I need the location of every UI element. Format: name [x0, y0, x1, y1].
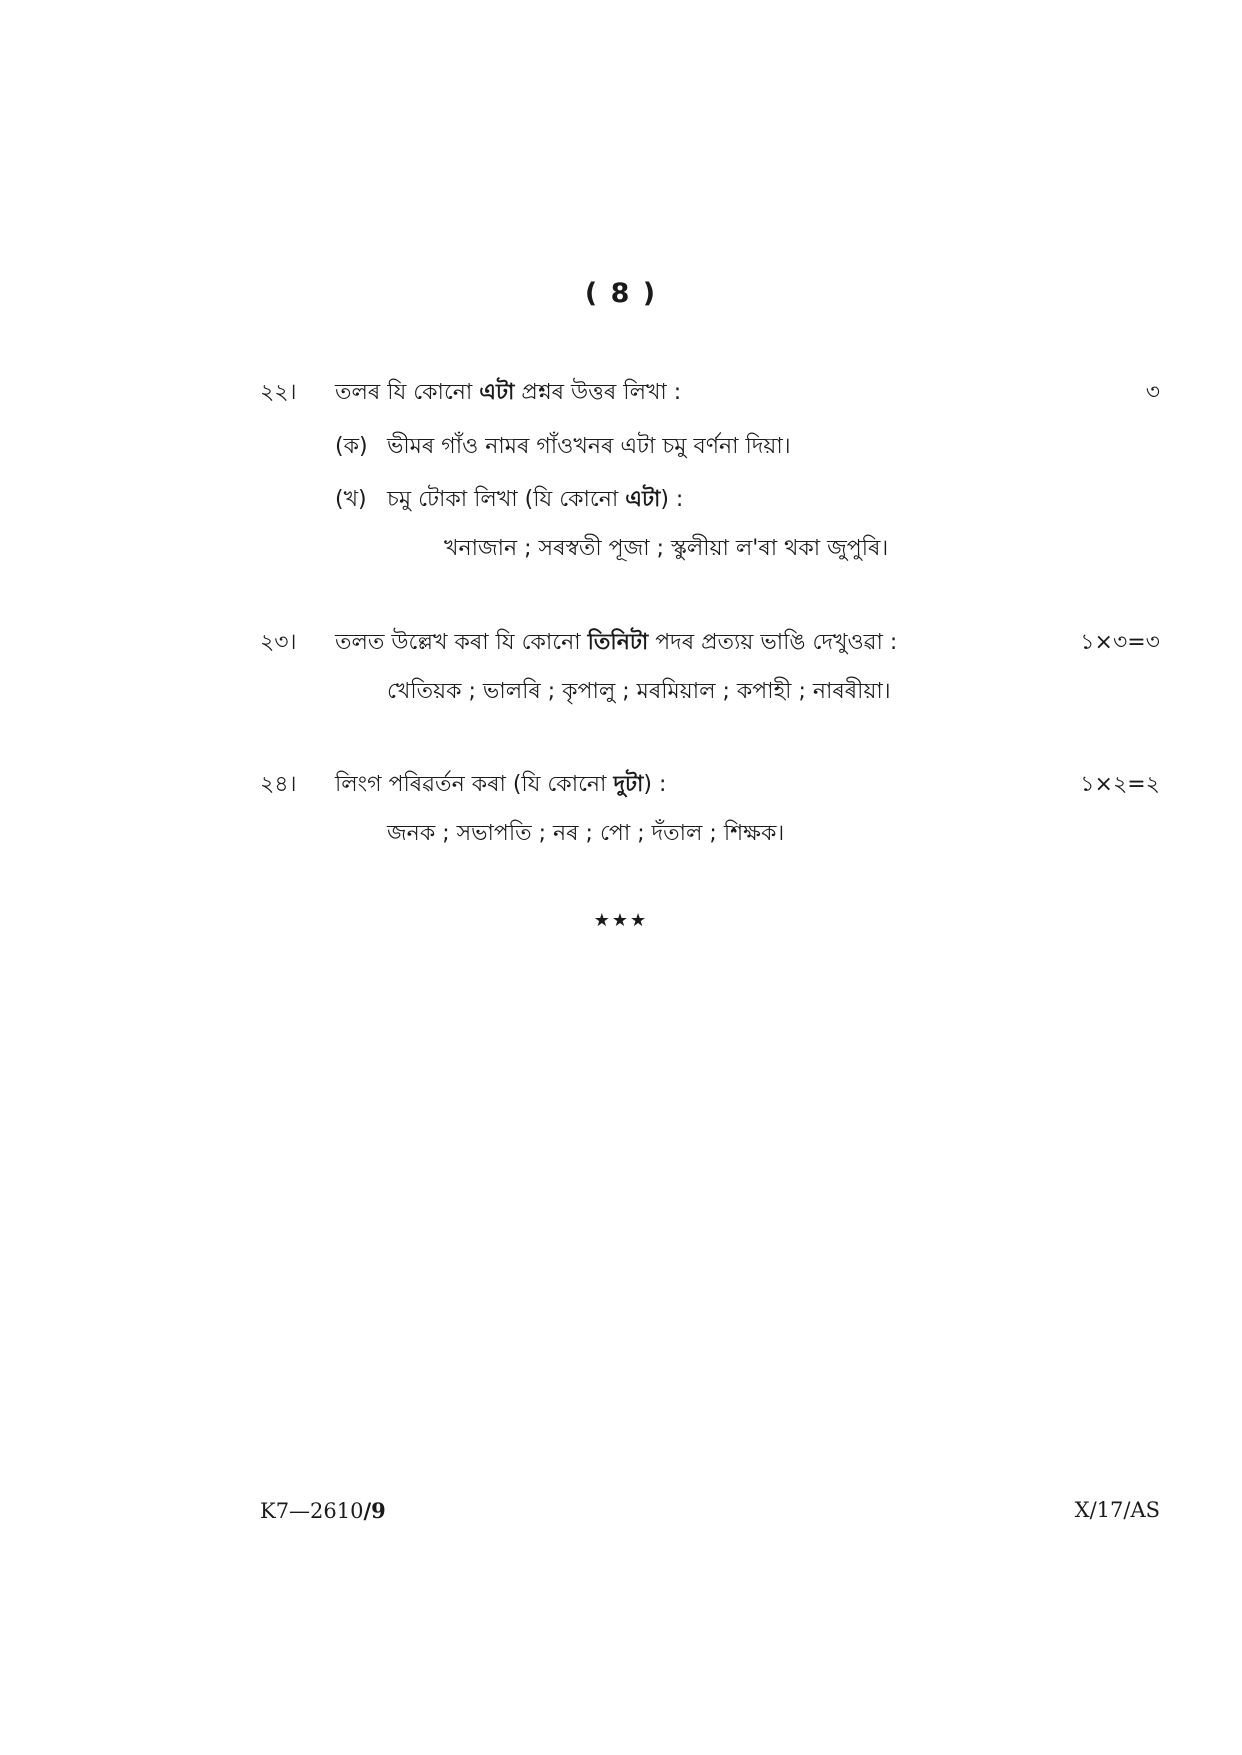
question-text-part: ) :	[643, 772, 667, 797]
question-text-part: পদৰ প্ৰত্যয় ভাঙি দেখুওৱা :	[648, 630, 898, 655]
sub-text-part: ) :	[660, 487, 684, 512]
question-22-part-a	[335, 432, 791, 462]
sub-text-part: চমু টোকা লিখা (যি কোনো	[387, 487, 626, 512]
question-22-part-b	[335, 485, 683, 515]
sub-text: ভীমৰ গাঁও নামৰ গাঁওখনৰ এটা চমু বৰ্ণনা দিয়া।	[387, 434, 791, 459]
sub-label: (খ)	[335, 487, 367, 512]
question-text-part: প্ৰশ্নৰ উত্তৰ লিখা :	[514, 380, 682, 405]
question-text	[335, 772, 666, 797]
footer-code-bold: /9	[363, 1498, 386, 1523]
question-text-part: তলৰ যি কোনো	[335, 380, 480, 405]
footer-code-text: K7—2610	[260, 1499, 364, 1523]
question-24-options: জনক ; সভাপতি ; নৰ ; পো ; দঁতাল ; শিক্ষক।	[387, 821, 785, 846]
question-text-bold: দুটা	[613, 772, 644, 797]
question-22-options: খনাজান ; সৰস্বতী পূজা ; স্কুলীয়া ল'ৰা থকা জুপুৰি।	[444, 536, 889, 561]
sub-text	[387, 487, 683, 512]
footer-code-left	[260, 1498, 386, 1523]
page-number: ( 8 )	[584, 278, 658, 309]
question-text-bold: এটা	[479, 380, 515, 405]
question-24	[260, 770, 1160, 800]
end-marker: ★★★	[593, 910, 649, 931]
sub-text-bold: এটা	[625, 487, 661, 512]
question-text-part: তলত উল্লেখ কৰা যি কোনো	[335, 630, 588, 655]
question-text-bold: তিনিটা	[587, 630, 649, 655]
question-text-part: লিংগ পৰিৱৰ্তন কৰা (যি কোনো	[335, 772, 614, 797]
question-marks: ১×৩=৩	[1080, 630, 1160, 655]
question-number: ২৩।	[260, 630, 297, 655]
question-text	[335, 630, 897, 655]
footer-code-right: X/17/AS	[1074, 1498, 1160, 1522]
question-number: ২২।	[260, 380, 297, 405]
question-number: ২৪।	[260, 772, 297, 797]
question-marks: ১×২=২	[1080, 772, 1160, 797]
sub-label: (ক)	[335, 434, 368, 459]
question-23-options: খেতিয়ক ; ভালৰি ; কৃপালু ; মৰমিয়াল ; কপাহী ; নাৰৰীয়া।	[387, 679, 891, 704]
question-22	[260, 378, 1160, 408]
question-23	[260, 628, 1160, 658]
question-marks: ৩	[1145, 380, 1160, 405]
question-text	[335, 380, 681, 405]
